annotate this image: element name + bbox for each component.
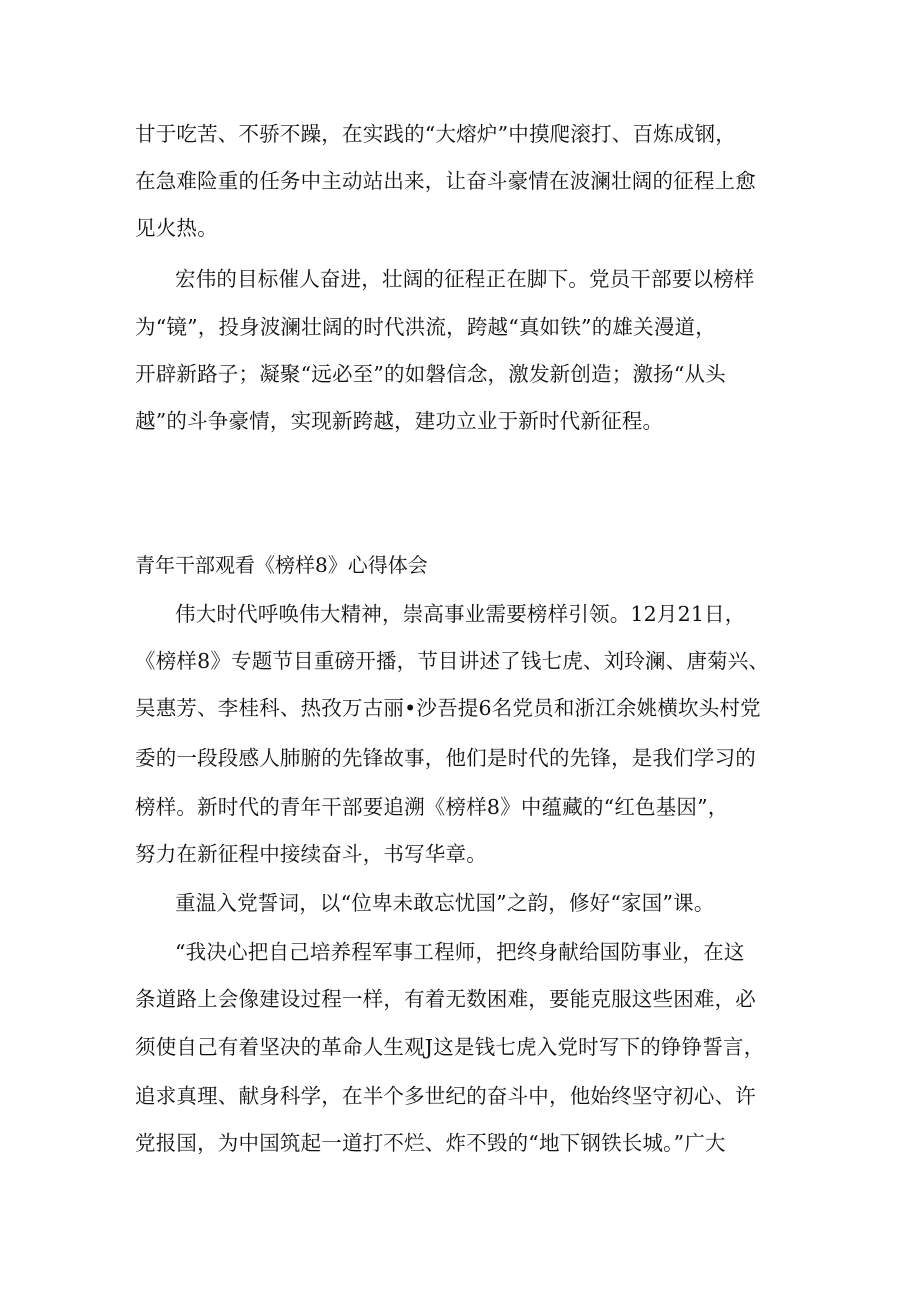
paragraph-line: 吴惠芳、李桂科、热孜万古丽•沙吾提6名党员和浙江余姚横坎头村党 — [135, 696, 761, 720]
paragraph-line: 追求真理、献身科学，在半个多世纪的奋斗中，他始终坚守初心、许 — [135, 1084, 756, 1108]
paragraph-line: 为“镜”，投身波澜壮阔的时代洪流，跨越“真如铁”的雄关漫道， — [135, 315, 716, 339]
paragraph-line: 《榜样8》专题节目重磅开播，节目讲述了钱七虎、刘玲澜、唐菊兴、 — [135, 649, 770, 673]
paragraph-line: 宏伟的目标催人奋进，壮阔的征程正在脚下。党员干部要以榜样 — [175, 267, 755, 291]
paragraph-line: 努力在新征程中接续奋斗，书写华章。 — [135, 842, 487, 866]
section-title: 青年干部观看《榜样8》心得体会 — [135, 553, 428, 577]
paragraph-line: 条道路上会像建设过程一样，有着无数困难，要能克服这些困难，必 — [135, 987, 756, 1011]
paragraph-line: 重温入党誓词，以“位卑未敢忘忧国”之韵，修好“家国”课。 — [175, 891, 715, 915]
paragraph-line: 委的一段段感人肺腑的先锋故事，他们是时代的先锋，是我们学习的 — [135, 746, 756, 770]
paragraph-line: “我决心把自己培养程军事工程师，把终身献给国防事业，在这 — [175, 940, 745, 964]
paragraph-line: 伟大时代呼唤伟大精神，崇高事业需要榜样引领。12月21日， — [175, 602, 746, 626]
paragraph-line: 见火热。 — [135, 216, 218, 240]
paragraph-line: 党报国，为中国筑起一道打不烂、炸不毁的“地下钢铁长城。”广大 — [135, 1131, 726, 1155]
paragraph-line: 在急难险重的任务中主动站出来，让奋斗豪情在波澜壮阔的征程上愈 — [135, 169, 756, 193]
paragraph-line: 须使自己有着坚决的革命人生观J这是钱七虎入党时写下的铮铮誓言， — [135, 1035, 765, 1059]
paragraph-line: 甘于吃苦、不骄不躁，在实践的“大熔炉”中摸爬滚打、百炼成钢， — [135, 122, 736, 146]
paragraph-line: 榜样。新时代的青年干部要追溯《榜样8》中蕴藏的“红色基因”， — [135, 795, 729, 819]
paragraph-line: 开辟新路子；凝聚“远必至”的如磐信念，激发新创造；激扬“从头 — [135, 362, 726, 386]
paragraph-line: 越”的斗争豪情，实现新跨越，建功立业于新时代新征程。 — [135, 409, 664, 433]
